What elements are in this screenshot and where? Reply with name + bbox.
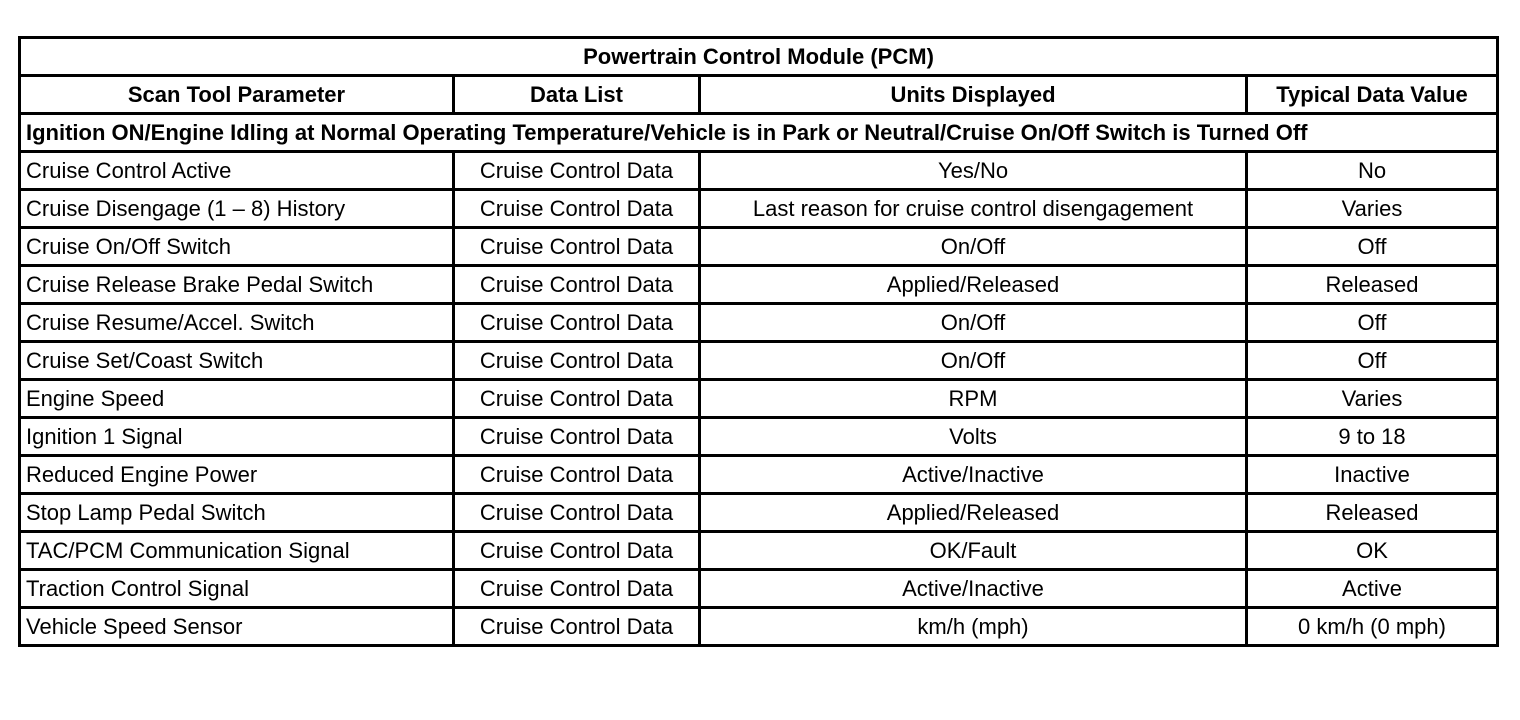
units-cell: Last reason for cruise control disengagement <box>700 190 1247 228</box>
typical-value-cell: Varies <box>1247 190 1498 228</box>
parameter-cell: Cruise Set/Coast Switch <box>20 342 454 380</box>
parameter-cell: Stop Lamp Pedal Switch <box>20 494 454 532</box>
units-cell: OK/Fault <box>700 532 1247 570</box>
data-list-cell: Cruise Control Data <box>454 228 700 266</box>
pcm-data-table-container <box>18 36 1496 647</box>
typical-value-cell: Varies <box>1247 380 1498 418</box>
header-data-list: Data List <box>454 76 700 114</box>
typical-value-cell: OK <box>1247 532 1498 570</box>
parameter-cell: Reduced Engine Power <box>20 456 454 494</box>
table-row <box>20 190 1498 228</box>
typical-value-cell: Off <box>1247 304 1498 342</box>
table-row <box>20 304 1498 342</box>
data-list-cell: Cruise Control Data <box>454 342 700 380</box>
parameter-cell: Cruise Release Brake Pedal Switch <box>20 266 454 304</box>
data-list-cell: Cruise Control Data <box>454 152 700 190</box>
parameter-cell: Engine Speed <box>20 380 454 418</box>
parameter-cell: Cruise Resume/Accel. Switch <box>20 304 454 342</box>
typical-value-cell: 0 km/h (0 mph) <box>1247 608 1498 646</box>
test-condition: Ignition ON/Engine Idling at Normal Operating Temperature/Vehicle is in Park or Neutral/Cruise On/Off Switch is Turned Off <box>20 114 1498 152</box>
units-cell: On/Off <box>700 228 1247 266</box>
units-cell: km/h (mph) <box>700 608 1247 646</box>
table-row <box>20 380 1498 418</box>
data-list-cell: Cruise Control Data <box>454 380 700 418</box>
units-cell: On/Off <box>700 342 1247 380</box>
table-row <box>20 228 1498 266</box>
typical-value-cell: 9 to 18 <box>1247 418 1498 456</box>
parameter-cell: Cruise Control Active <box>20 152 454 190</box>
parameter-cell: Cruise Disengage (1 – 8) History <box>20 190 454 228</box>
parameter-cell: Traction Control Signal <box>20 570 454 608</box>
typical-value-cell: Off <box>1247 228 1498 266</box>
units-cell: Yes/No <box>700 152 1247 190</box>
units-cell: On/Off <box>700 304 1247 342</box>
table-row <box>20 266 1498 304</box>
data-list-cell: Cruise Control Data <box>454 494 700 532</box>
typical-value-cell: Released <box>1247 494 1498 532</box>
table-title: Powertrain Control Module (PCM) <box>20 38 1498 76</box>
data-list-cell: Cruise Control Data <box>454 266 700 304</box>
table-row <box>20 152 1498 190</box>
table-row <box>20 532 1498 570</box>
data-list-cell: Cruise Control Data <box>454 532 700 570</box>
parameter-cell: TAC/PCM Communication Signal <box>20 532 454 570</box>
header-units-displayed: Units Displayed <box>700 76 1247 114</box>
data-list-cell: Cruise Control Data <box>454 190 700 228</box>
pcm-data-table <box>18 36 1499 647</box>
table-row <box>20 494 1498 532</box>
typical-value-cell: Active <box>1247 570 1498 608</box>
typical-value-cell: Off <box>1247 342 1498 380</box>
title-row <box>20 38 1498 76</box>
units-cell: Active/Inactive <box>700 570 1247 608</box>
parameter-cell: Vehicle Speed Sensor <box>20 608 454 646</box>
header-row <box>20 76 1498 114</box>
typical-value-cell: No <box>1247 152 1498 190</box>
units-cell: Applied/Released <box>700 266 1247 304</box>
header-scan-tool-parameter: Scan Tool Parameter <box>20 76 454 114</box>
data-list-cell: Cruise Control Data <box>454 608 700 646</box>
data-list-cell: Cruise Control Data <box>454 418 700 456</box>
typical-value-cell: Released <box>1247 266 1498 304</box>
data-list-cell: Cruise Control Data <box>454 570 700 608</box>
data-list-cell: Cruise Control Data <box>454 456 700 494</box>
typical-value-cell: Inactive <box>1247 456 1498 494</box>
parameter-cell: Ignition 1 Signal <box>20 418 454 456</box>
table-row <box>20 456 1498 494</box>
units-cell: RPM <box>700 380 1247 418</box>
condition-row <box>20 114 1498 152</box>
header-typical-data-value: Typical Data Value <box>1247 76 1498 114</box>
units-cell: Volts <box>700 418 1247 456</box>
table-row <box>20 418 1498 456</box>
data-list-cell: Cruise Control Data <box>454 304 700 342</box>
units-cell: Applied/Released <box>700 494 1247 532</box>
parameter-cell: Cruise On/Off Switch <box>20 228 454 266</box>
table-row <box>20 342 1498 380</box>
table-row <box>20 608 1498 646</box>
table-body <box>20 152 1498 646</box>
table-row <box>20 570 1498 608</box>
units-cell: Active/Inactive <box>700 456 1247 494</box>
